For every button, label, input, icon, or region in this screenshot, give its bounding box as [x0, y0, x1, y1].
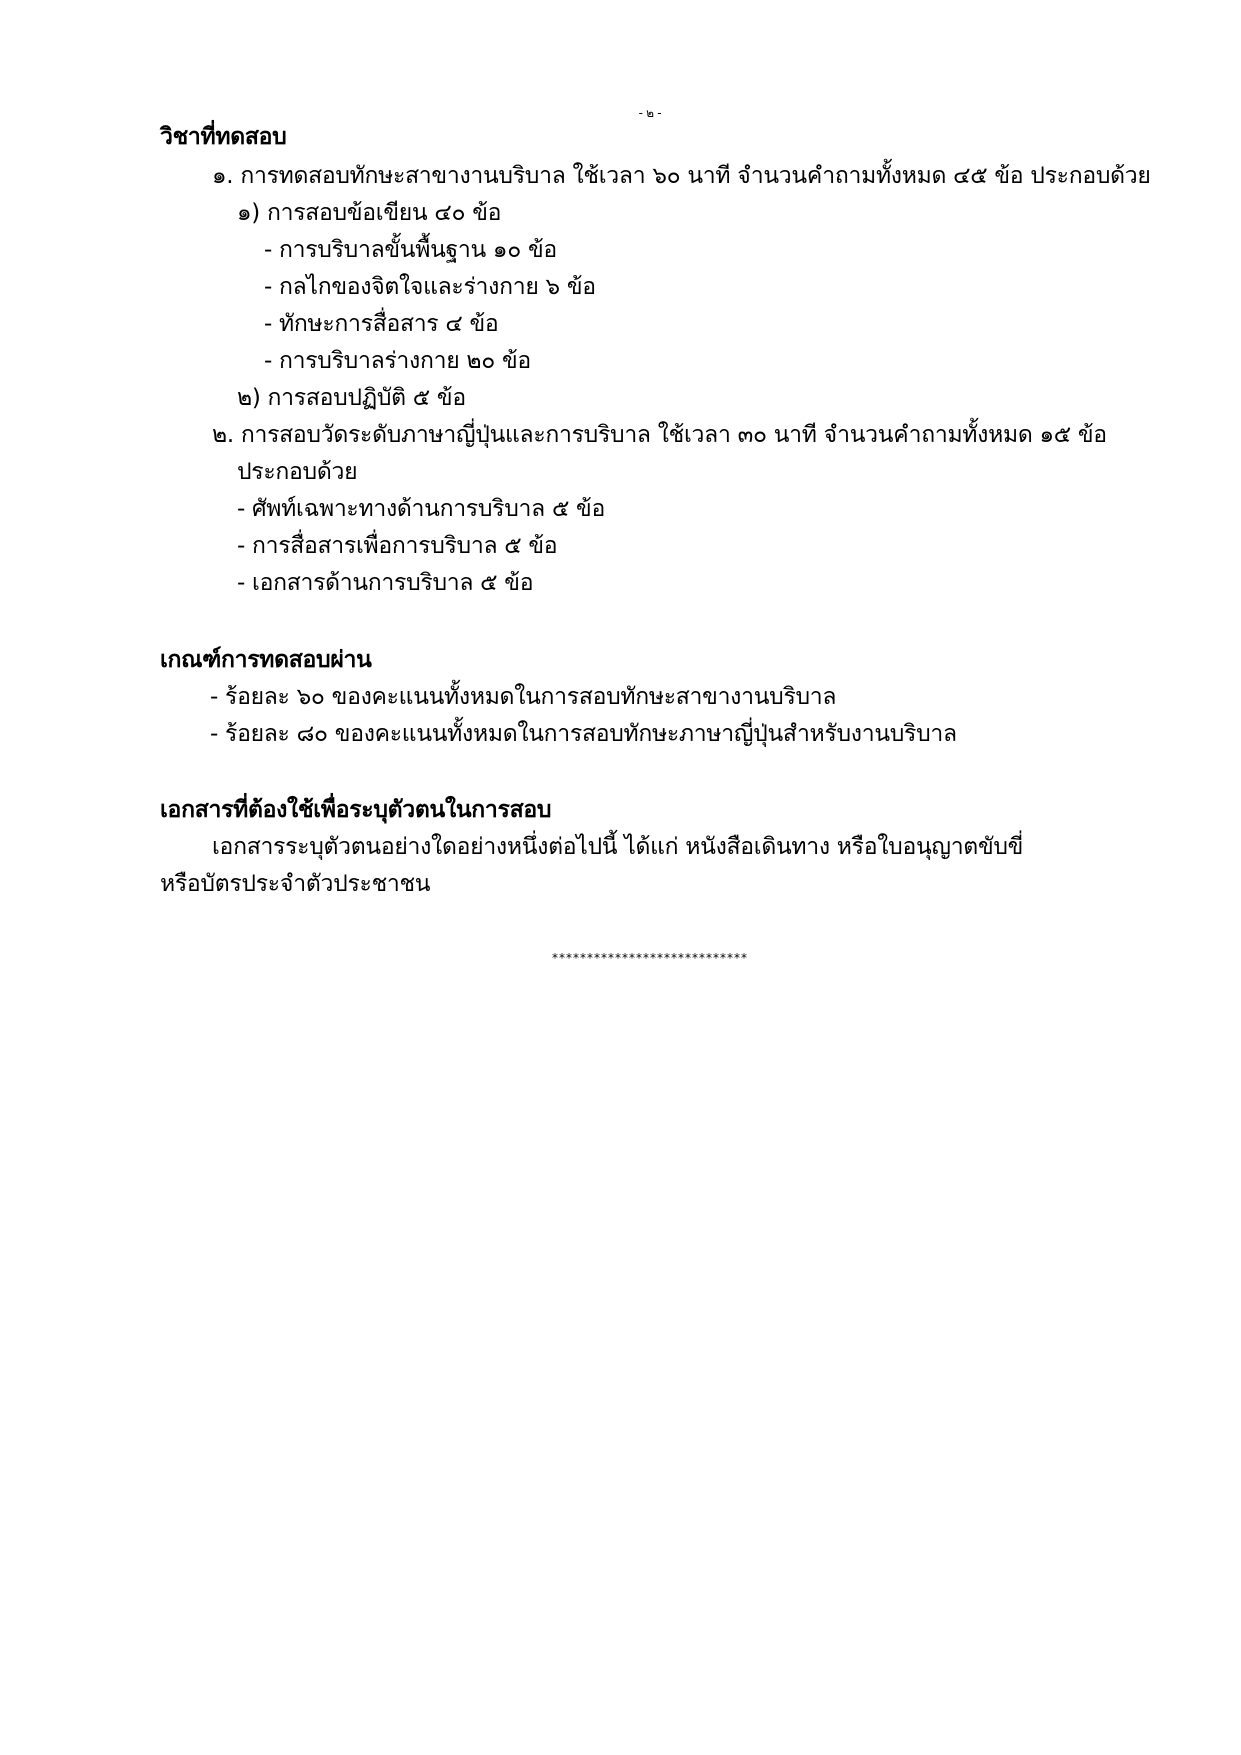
documents-line-1: เอกสารระบุตัวตนอย่างใดอย่างหนึ่งต่อไปนี้ ได้แก่ หนังสือเดินทาง หรือใบอนุญาตขับขี่ — [212, 834, 1024, 860]
subjects-heading: วิชาที่ทดสอบ — [160, 124, 287, 150]
subjects-item-1-sub-1-a: - การบริบาลขั้นพื้นฐาน ๑๐ ข้อ — [264, 237, 557, 263]
criteria-item-1: - ร้อยละ ๖๐ ของคะแนนทั้งหมดในการสอบทักษะสาขางานบริบาล — [210, 684, 837, 710]
criteria-item-2: - ร้อยละ ๘๐ ของคะแนนทั้งหมดในการสอบทักษะภาษาญี่ปุ่นสำหรับงานบริบาล — [210, 721, 957, 747]
subjects-item-1-sub-1-b: - กลไกของจิตใจและร่างกาย ๖ ข้อ — [264, 274, 596, 300]
subjects-item-2-b: - การสื่อสารเพื่อการบริบาล ๕ ข้อ — [237, 533, 558, 559]
page-number: - ๒ - — [638, 106, 662, 120]
subjects-item-2-a: - ศัพท์เฉพาะทางด้านการบริบาล ๕ ข้อ — [237, 496, 605, 522]
documents-line-2: หรือบัตรประจำตัวประชาชน — [160, 871, 431, 897]
documents-heading: เอกสารที่ต้องใช้เพื่อระบุตัวตนในการสอบ — [160, 797, 552, 823]
subjects-item-2-line-1: ๒. การสอบวัดระดับภาษาญี่ปุ่นและการบริบาล ใช้เวลา ๓๐ นาที จำนวนคำถามทั้งหมด ๑๕ ข้อ — [212, 422, 1107, 448]
criteria-heading: เกณฑ์การทดสอบผ่าน — [160, 647, 372, 673]
subjects-item-2-line-2: ประกอบด้วย — [237, 459, 358, 485]
subjects-item-1: ๑. การทดสอบทักษะสาขางานบริบาล ใช้เวลา ๖๐ นาที จำนวนคำถามทั้งหมด ๔๕ ข้อ ประกอบด้วย — [212, 163, 1151, 189]
subjects-item-1-sub-1-c: - ทักษะการสื่อสาร ๔ ข้อ — [264, 311, 499, 337]
subjects-item-2-c: - เอกสารด้านการบริบาล ๕ ข้อ — [237, 570, 534, 596]
subjects-item-1-sub-1: ๑) การสอบข้อเขียน ๔๐ ข้อ — [237, 200, 502, 226]
end-separator: **************************** — [552, 951, 748, 965]
subjects-item-1-sub-2: ๒) การสอบปฏิบัติ ๕ ข้อ — [237, 385, 466, 411]
subjects-item-1-sub-1-d: - การบริบาลร่างกาย ๒๐ ข้อ — [264, 348, 531, 374]
